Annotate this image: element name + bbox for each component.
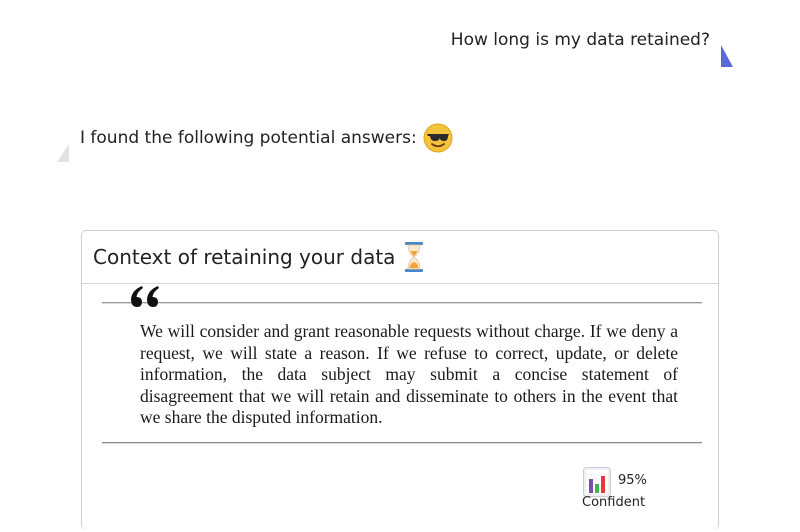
- bot-message-text: I found the following potential answers:: [80, 128, 417, 148]
- hourglass-icon: [403, 241, 425, 273]
- smiling-face-with-sunglasses-icon: [423, 123, 453, 153]
- bar-chart-icon: [583, 467, 611, 497]
- bot-message-tail-icon: [57, 144, 69, 162]
- confidence-percentage: 95%: [618, 473, 647, 488]
- confidence-indicator: [582, 467, 652, 511]
- answer-card-header: [82, 231, 718, 284]
- user-message-tail-icon: [721, 45, 733, 67]
- bot-message: [80, 123, 453, 153]
- confidence-label: Confident: [582, 495, 646, 510]
- answer-card: [81, 230, 719, 530]
- quote-bottom-divider: [102, 442, 702, 443]
- answer-card-title: Context of retaining your data: [93, 245, 396, 269]
- answer-quote-text: We will consider and grant reasonable requests without charge. If we deny a request, we will state a reason. If we refuse to correct, update, or delete information, the data subject may submit a concise statement of disagreement that we will retain and disseminate to others in the event that we share the disputed information.: [140, 321, 678, 427]
- quote-top-divider: [102, 302, 702, 303]
- user-message: How long is my data retained?: [450, 30, 710, 50]
- quotation-mark-icon: [128, 282, 162, 312]
